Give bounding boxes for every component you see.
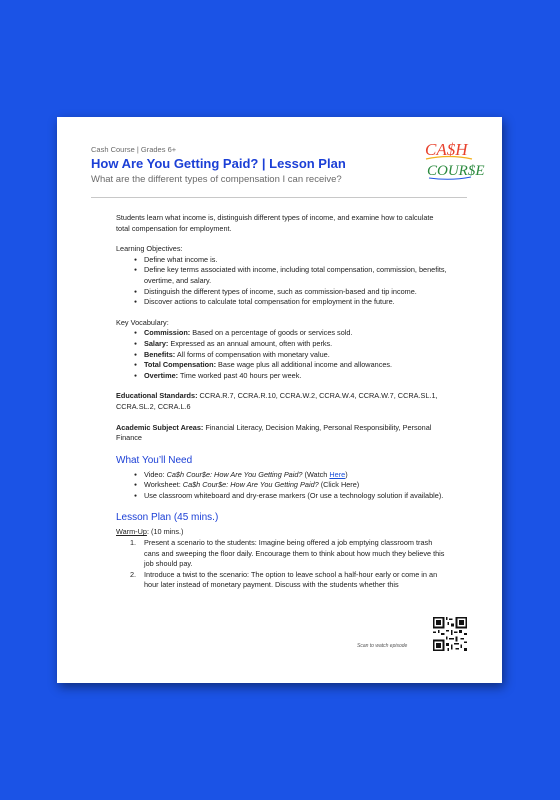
- header-divider: [91, 197, 467, 198]
- educational-standards: Educational Standards: CCRA.R.7, CCRA.R.10, CCRA.W.2, CCRA.W.4, CCRA.W.7, CCRA.SL.1, CCRA.SL.2, CCRA.L.6: [116, 391, 438, 411]
- list-item: ● Distinguish the different types of income, such as commission-based and tip income.: [134, 287, 448, 298]
- list-item: ● Total Compensation: Base wage plus all additional income and allowances.: [134, 360, 448, 371]
- logo-line-2: COUR$E: [427, 163, 485, 179]
- list-item: 2. Introduce a twist to the scenario: The option to leave school a half-hour early or come in an hour later instead of monetary payment. Discuss with the students whether this: [130, 569, 438, 590]
- kicker: Cash Course | Grades 6+: [91, 145, 177, 154]
- section-heading-plan: Lesson Plan (45 mins.): [116, 512, 219, 524]
- academic-subject-areas: Academic Subject Areas: Financial Literacy, Decision Making, Personal Responsibility, Personal Finance: [116, 422, 432, 443]
- page-title: How Are You Getting Paid? | Lesson Plan: [91, 156, 346, 171]
- cash-course-logo: [423, 137, 485, 181]
- list-item: ● Overtime: Time worked past 40 hours per week.: [134, 371, 448, 382]
- list-item: ● Benefits: All forms of compensation with monetary value.: [134, 350, 448, 361]
- vocabulary-heading: Key Vocabulary:: [116, 317, 169, 327]
- lesson-plan-page: [57, 117, 502, 683]
- lesson-content: [116, 213, 448, 591]
- objectives-list: [116, 255, 448, 308]
- list-item: ● Use classroom whiteboard and dry-erase markers (Or use a technology solution if available).: [134, 491, 448, 502]
- intro-paragraph: Students learn what income is, distinguish different types of income, and examine how to calculate total compensation for employment.: [116, 213, 434, 233]
- warmup-label: Warm-Up: (10 mins.): [116, 527, 184, 537]
- watch-video-link[interactable]: Here: [329, 469, 346, 479]
- page-subtitle: What are the different types of compensation I can receive?: [91, 174, 342, 185]
- list-item: ● Commission: Based on a percentage of goods or services sold.: [134, 328, 448, 339]
- logo-line-1: CA$H: [425, 140, 468, 159]
- list-item: ● Video: Ca$h Cour$e: How Are You Getting Paid? (Watch Here): [134, 470, 448, 481]
- list-item: ● Salary: Expressed as an annual amount, often with perks.: [134, 339, 448, 350]
- vocabulary-list: [116, 328, 448, 381]
- list-item: ● Worksheet: Ca$h Cour$e: How Are You Getting Paid? (Click Here): [134, 480, 448, 491]
- list-item: 1. Present a scenario to the students: Imagine being offered a job emptying classroom trash cans and sweeping the floor daily. Encourage them to think about how much they believe this job should pay.: [130, 538, 445, 569]
- qr-code-icon[interactable]: [433, 617, 467, 651]
- qr-caption: Scan to watch episode: [357, 643, 408, 649]
- materials-list: [116, 470, 448, 502]
- section-heading-need: What You’ll Need: [116, 454, 193, 466]
- objectives-heading: Learning Objectives:: [116, 244, 183, 254]
- warmup-steps: [116, 538, 448, 591]
- list-item: ● Define what income is.: [134, 255, 448, 266]
- list-item: ● Define key terms associated with income, including total compensation, commission, benefits, overtime, and salary.: [134, 265, 448, 286]
- list-item: ● Discover actions to calculate total compensation for employment in the future.: [134, 297, 448, 308]
- document-header: [91, 145, 391, 186]
